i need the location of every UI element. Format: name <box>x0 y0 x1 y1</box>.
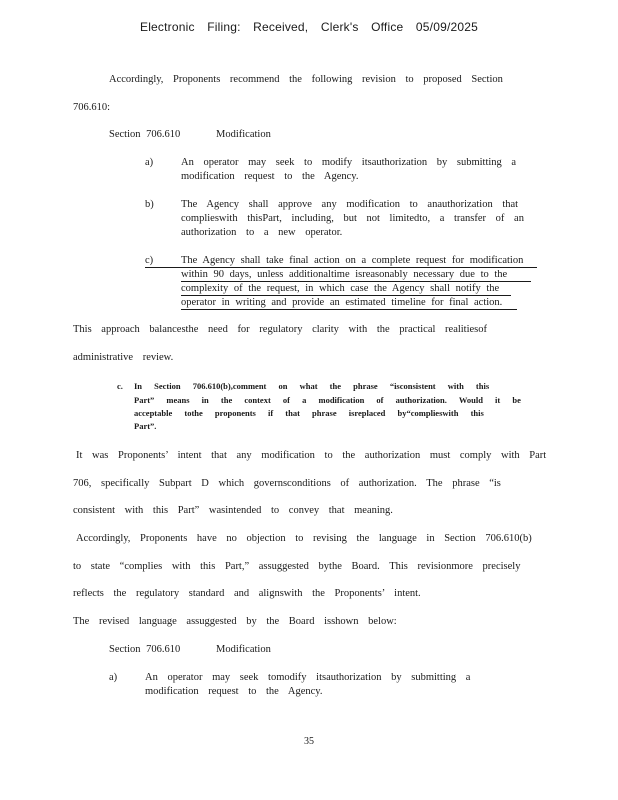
section-2-item-marker-a: a) <box>109 672 118 683</box>
insertion-underline-3 <box>181 295 511 296</box>
insertion-underline-4 <box>181 309 517 310</box>
para-3-line-2: to state “complies with this Part,” assuggested bythe Board. This revisionmore precisely <box>73 561 521 572</box>
section-2-title: Modification <box>216 644 271 655</box>
comment-marker: c. <box>117 381 123 391</box>
para-1-line-2: administrative review. <box>73 352 174 363</box>
comment-line-2: Part” means in the context of a modification of authorization. Would it be <box>134 395 521 405</box>
insertion-underline-2 <box>181 281 531 282</box>
item-b-line-2: complieswith thisPart, including, but not limitedto, a transfer of an <box>181 213 524 224</box>
item-b-line-3: authorization to a new operator. <box>181 227 343 238</box>
item-c-line-3: complexity of the request, in which case the Agency shall notify the <box>181 283 500 294</box>
item-c-line-2: within 90 days, unless additionaltime isreasonably necessary due to the <box>181 269 508 280</box>
comment-line-3: acceptable tothe proponents if that phrase isreplaced by“complieswith this <box>134 408 484 418</box>
filing-header: Electronic Filing: Received, Clerk's Office 05/09/2025 <box>139 20 478 34</box>
section-number: Section 706.610 <box>109 129 181 140</box>
para-2-line-1: It was Proponents’ intent that any modification to the authorization must comply with Part <box>76 450 547 461</box>
para-3-line-3: reflects the regulatory standard and alignswith the Proponents’ intent. <box>73 588 421 599</box>
item-marker-a: a) <box>145 157 154 168</box>
para-3-line-1: Accordingly, Proponents have no objection to revising the language in Section 706.610(b) <box>76 533 532 544</box>
para-2-line-3: consistent with this Part” wasintended to convey that meaning. <box>73 505 393 516</box>
para-4: The revised language assuggested by the Board isshown below: <box>73 616 397 627</box>
comment-line-1: In Section 706.610(b),comment on what the phrase “isconsistent with this <box>134 381 490 391</box>
intro-line-1: Accordingly, Proponents recommend the following revision to proposed Section <box>109 74 503 85</box>
comment-line-4: Part”. <box>134 421 157 431</box>
intro-line-2: 706.610: <box>73 102 111 113</box>
para-1-line-1: This approach balancesthe need for regulatory clarity with the practical realitiesof <box>73 324 488 335</box>
item-marker-b: b) <box>145 199 154 210</box>
item-b-line-1: The Agency shall approve any modification to anauthorization that <box>181 199 519 210</box>
section-2-number: Section 706.610 <box>109 644 181 655</box>
item-c-line-4: operator in writing and provide an estimated timeline for final action. <box>181 297 503 308</box>
item-marker-c: c) <box>145 255 154 266</box>
insertion-underline-1 <box>145 267 537 268</box>
section-title: Modification <box>216 129 271 140</box>
item-a-line-1: An operator may seek to modify itsauthorization by submitting a <box>181 157 517 168</box>
item-a-line-2: modification request to the Agency. <box>181 171 359 182</box>
item-c-line-1: The Agency shall take final action on a complete request for modification <box>181 255 524 266</box>
section-2-item-a-line-2: modification request to the Agency. <box>145 686 323 697</box>
para-2-line-2: 706, specifically Subpart D which governsconditions of authorization. The phrase “is <box>73 478 501 489</box>
page-number: 35 <box>304 736 314 747</box>
section-2-item-a-line-1: An operator may seek tomodify itsauthorization by submitting a <box>145 672 471 683</box>
